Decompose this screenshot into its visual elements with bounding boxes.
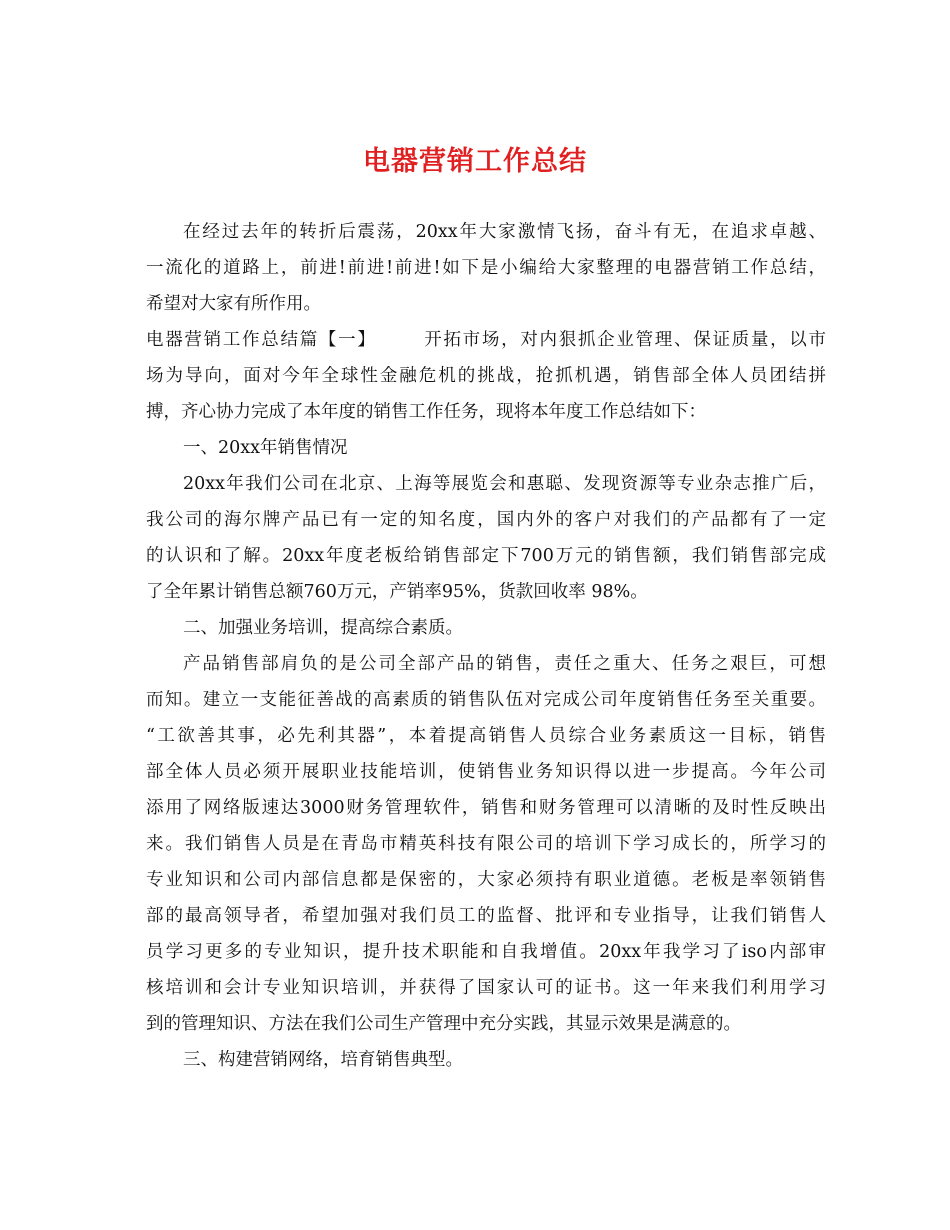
text-line: 员学习更多的专业知识，提升技术职能和自我增值。20xx年我学习了iso内部审	[146, 942, 826, 962]
text-line: 搏，齐心协力完成了本年度的销售工作任务，现将本年度工作总结如下：	[146, 402, 706, 422]
text-line: 的认识和了解。20xx年度老板给销售部定下700万元的销售额，我们销售部完成	[146, 546, 826, 566]
text-line: 了全年累计销售总额760万元，产销率95%，货款回收率 98%。	[146, 582, 648, 602]
section-heading: 一、20xx年销售情况	[183, 438, 348, 458]
text-line: 一流化的道路上，前进!前进!前进!如下是小编给大家整理的电器营销工作总结，	[146, 258, 826, 278]
section-heading: 三、构建营销网络，培育销售典型。	[183, 1050, 463, 1070]
text-line: 场为导向，面对今年全球性金融危机的挑战，抢抓机遇，销售部全体人员团结拼	[146, 366, 826, 386]
text-line: 到的管理知识、方法在我们公司生产管理中充分实践，其显示效果是满意的。	[146, 1014, 741, 1034]
text-line: “工欲善其事，必先利其器”，本着提高销售人员综合业务素质这一目标，销售	[146, 726, 826, 746]
text-line	[146, 322, 826, 358]
text-line: 核培训和会计专业知识培训，并获得了国家认可的证书。这一年来我们利用学习	[146, 978, 826, 998]
section-heading: 二、加强业务培训，提高综合素质。	[183, 618, 463, 638]
text-line: 而知。建立一支能征善战的高素质的销售队伍对完成公司年度销售任务至关重要。	[146, 690, 826, 710]
text-line: 来。我们销售人员是在青岛市精英科技有限公司的培训下学习成长的，所学习的	[146, 834, 826, 854]
text-line: 专业知识和公司内部信息都是保密的，大家必须持有职业道德。老板是率领销售	[146, 870, 826, 890]
section-heading: 电器营销工作总结篇【一】	[146, 330, 377, 350]
text-line: 添用了网络版速达3000财务管理软件，销售和财务管理可以清晰的及时性反映出	[146, 798, 826, 818]
text-line: 部的最高领导者，希望加强对我们员工的监督、批评和专业指导，让我们销售人	[146, 906, 826, 926]
text-line: 我公司的海尔牌产品已有一定的知名度，国内外的客户对我们的产品都有了一定	[146, 510, 826, 530]
text-line: 20xx年我们公司在北京、上海等展览会和惠聪、发现资源等专业杂志推广后，	[183, 474, 826, 494]
document-title: 电器营销工作总结	[363, 146, 587, 177]
text-line: 部全体人员必须开展职业技能培训，使销售业务知识得以进一步提高。今年公司	[146, 762, 826, 782]
text-line: 产品销售部肩负的是公司全部产品的销售，责任之重大、任务之艰巨，可想	[183, 654, 826, 674]
text-line: 希望对大家有所作用。	[146, 294, 321, 314]
text-line: 在经过去年的转折后震荡，20xx年大家激情飞扬，奋斗有无，在追求卓越、	[183, 222, 826, 242]
text-span: 开拓市场，对内狠抓企业管理、保证质量，以市	[422, 330, 826, 350]
